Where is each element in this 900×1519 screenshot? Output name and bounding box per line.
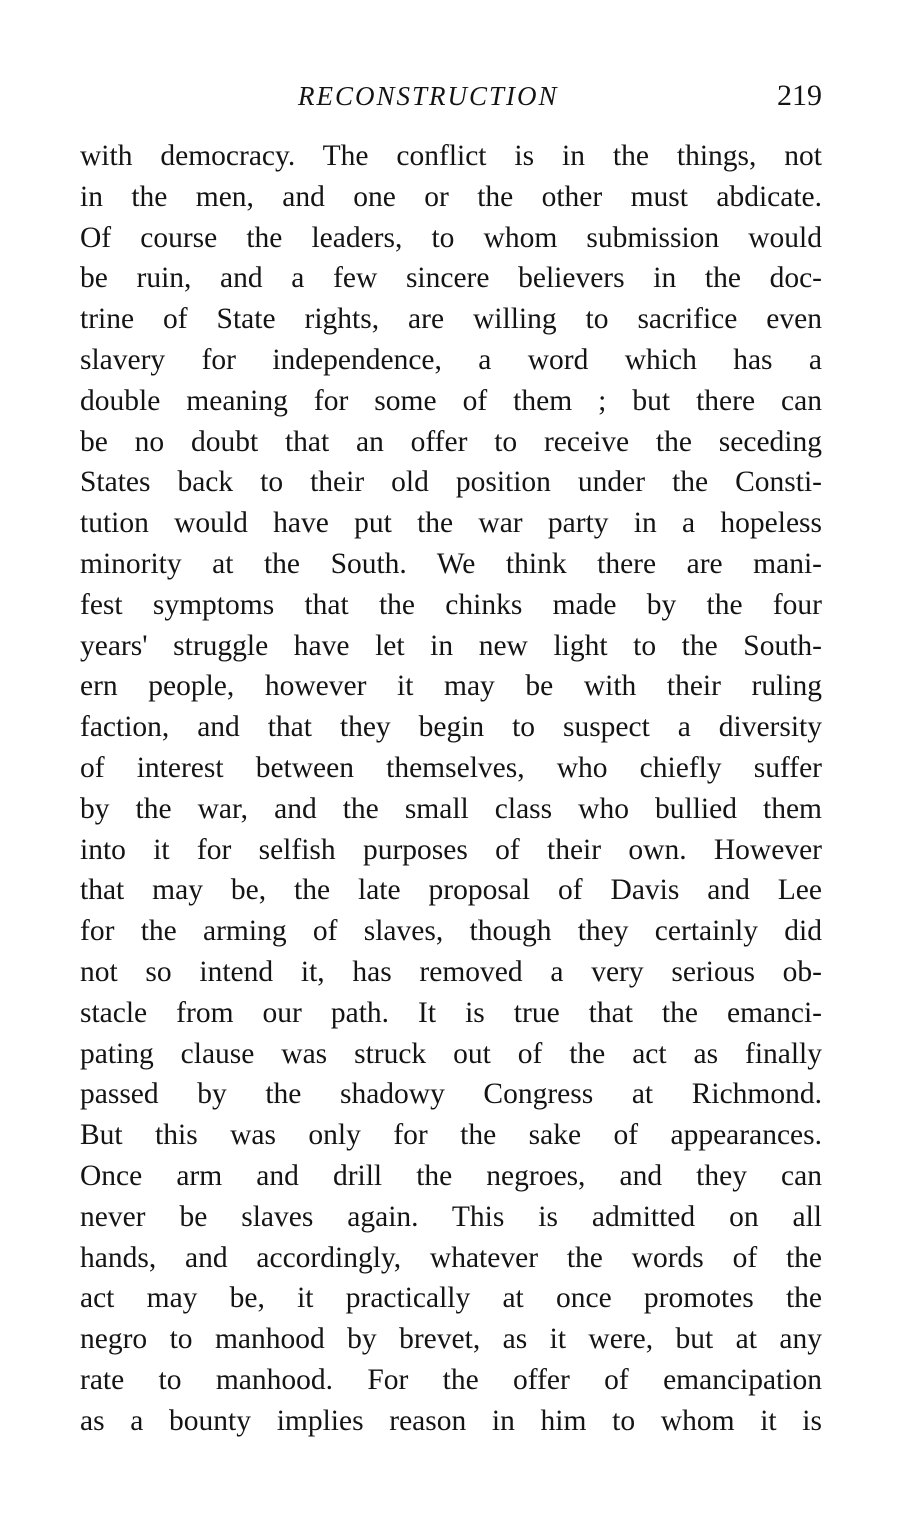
text-line: slavery for independence, a word which has a	[80, 343, 822, 376]
body-text	[80, 136, 822, 1442]
text-line: negro to manhood by brevet, as it were, but at any	[80, 1323, 822, 1356]
text-line: for the arming of slaves, though they certainly did	[80, 915, 822, 948]
text-line: faction, and that they begin to suspect a diversity	[80, 711, 822, 744]
text-line: fest symptoms that the chinks made by the four	[80, 588, 822, 621]
running-title: RECONSTRUCTION	[298, 81, 559, 111]
text-line: pating clause was struck out of the act as finally	[80, 1037, 822, 1070]
text-line: But this was only for the sake of appearances.	[80, 1119, 822, 1152]
text-line: be no doubt that an offer to receive the seceding	[80, 425, 822, 458]
text-line: Of course the leaders, to whom submission would	[80, 221, 822, 254]
text-line: as a bounty implies reason in him to whom it is	[80, 1404, 822, 1437]
text-line: in the men, and one or the other must abdicate.	[80, 180, 822, 213]
text-line: Once arm and drill the negroes, and they can	[80, 1159, 822, 1192]
text-line: trine of State rights, are willing to sacrifice even	[80, 303, 822, 336]
text-line: passed by the shadowy Congress at Richmond.	[80, 1078, 822, 1111]
text-line: years' struggle have let in new light to the South-	[80, 629, 822, 662]
text-line: States back to their old position under the Consti-	[80, 466, 822, 499]
text-line: hands, and accordingly, whatever the words of the	[80, 1241, 822, 1274]
text-line: that may be, the late proposal of Davis and Lee	[80, 874, 822, 907]
text-line: double meaning for some of them ; but there can	[80, 384, 822, 417]
text-line: by the war, and the small class who bullied them	[80, 792, 822, 825]
text-line: of interest between themselves, who chiefly suffer	[80, 751, 822, 784]
text-line: tution would have put the war party in a hopeless	[80, 507, 822, 540]
page-number: 219	[777, 79, 822, 112]
text-line: never be slaves again. This is admitted on all	[80, 1200, 822, 1233]
text-line: stacle from our path. It is true that the emanci-	[80, 996, 822, 1029]
text-line: ern people, however it may be with their ruling	[80, 670, 822, 703]
running-head	[80, 74, 822, 118]
text-line: with democracy. The conflict is in the things, not	[80, 140, 822, 172]
text-line: not so intend it, has removed a very serious ob-	[80, 955, 822, 988]
text-line: minority at the South. We think there are mani-	[80, 547, 822, 580]
text-line: be ruin, and a few sincere believers in the doc-	[80, 262, 822, 295]
text-line: act may be, it practically at once promotes the	[80, 1282, 822, 1315]
text-line: rate to manhood. For the offer of emancipation	[80, 1363, 822, 1396]
text-line: into it for selfish purposes of their own. However	[80, 833, 822, 866]
